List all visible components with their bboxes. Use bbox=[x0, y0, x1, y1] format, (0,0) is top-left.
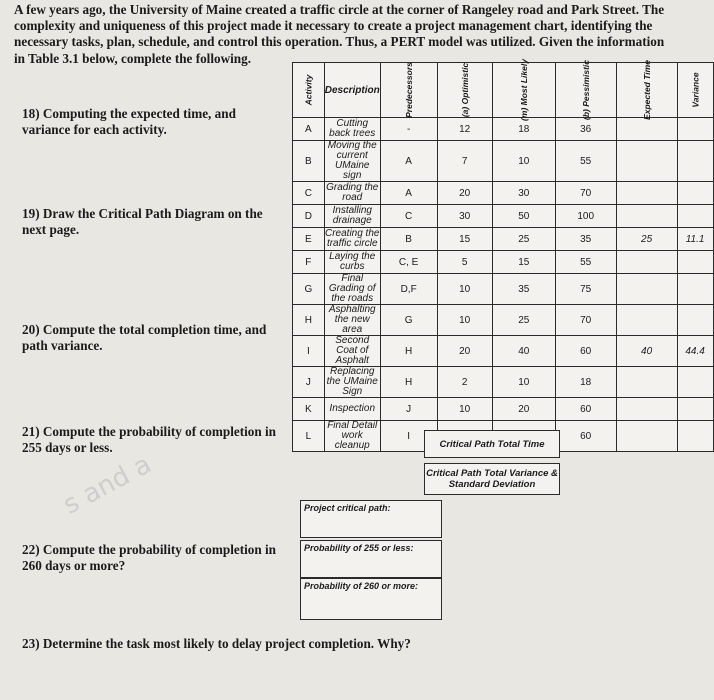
pessimistic-cell: 60 bbox=[555, 421, 616, 452]
question-22: 22) Compute the probability of completion in 260 days or more? bbox=[22, 542, 276, 573]
header-pessimistic: (b) Pessimistic bbox=[555, 63, 616, 118]
expected-time-cell bbox=[616, 182, 677, 205]
pessimistic-cell: 70 bbox=[555, 182, 616, 205]
variance-cell: 44.4 bbox=[677, 336, 713, 367]
predecessors-cell: C, E bbox=[380, 251, 437, 274]
description-cell: Final Detail work cleanup bbox=[324, 421, 380, 452]
expected-time-cell bbox=[616, 141, 677, 182]
critical-path-variance-label: Critical Path Total Variance & Standard Deviation bbox=[426, 468, 558, 490]
table-row bbox=[293, 336, 714, 367]
optimistic-cell: 12 bbox=[437, 118, 492, 141]
table-row bbox=[293, 141, 714, 182]
pessimistic-cell: 75 bbox=[555, 274, 616, 305]
description-cell: Second Coat of Asphalt bbox=[324, 336, 380, 367]
predecessors-cell: D,F bbox=[380, 274, 437, 305]
optimistic-cell: 10 bbox=[437, 274, 492, 305]
predecessors-cell: G bbox=[380, 305, 437, 336]
header-optimistic: (a) Optimistic bbox=[437, 63, 492, 118]
watermark: s and a bbox=[58, 449, 157, 521]
table-row bbox=[293, 118, 714, 141]
description-cell: Replacing the UMaine Sign bbox=[324, 367, 380, 398]
pessimistic-cell: 36 bbox=[555, 118, 616, 141]
table-row bbox=[293, 367, 714, 398]
variance-cell bbox=[677, 251, 713, 274]
question-18: 18) Computing the expected time, and variance for each activity. bbox=[22, 106, 236, 137]
activity-cell: H bbox=[293, 305, 325, 336]
optimistic-cell: 7 bbox=[437, 141, 492, 182]
optimistic-cell: 30 bbox=[437, 205, 492, 228]
variance-cell bbox=[677, 182, 713, 205]
most-likely-cell: 25 bbox=[492, 228, 555, 251]
description-cell: Installing drainage bbox=[324, 205, 380, 228]
prob-260-box bbox=[300, 578, 442, 620]
critical-path-time-label: Critical Path Total Time bbox=[439, 438, 545, 450]
activity-cell: J bbox=[293, 367, 325, 398]
variance-cell bbox=[677, 205, 713, 228]
variance-cell bbox=[677, 141, 713, 182]
variance-cell bbox=[677, 367, 713, 398]
header-description: Description bbox=[324, 63, 380, 118]
expected-time-cell bbox=[616, 274, 677, 305]
prob-255-label: Probability of 255 or less: bbox=[304, 543, 414, 553]
question-20: 20) Compute the total completion time, and path variance. bbox=[22, 322, 267, 353]
optimistic-cell: 2 bbox=[437, 367, 492, 398]
prob-255-box bbox=[300, 540, 442, 578]
table-row bbox=[293, 182, 714, 205]
prob-260-label: Probability of 260 or more: bbox=[304, 581, 419, 591]
activity-cell: F bbox=[293, 251, 325, 274]
variance-cell bbox=[677, 398, 713, 421]
header-predecessors: Predecessors bbox=[380, 63, 437, 118]
expected-time-cell bbox=[616, 118, 677, 141]
description-cell: Creating the traffic circle bbox=[324, 228, 380, 249]
project-critical-path-box bbox=[300, 500, 442, 538]
variance-cell bbox=[677, 305, 713, 336]
table-row bbox=[293, 274, 714, 305]
most-likely-cell: 50 bbox=[492, 205, 555, 228]
activity-table bbox=[292, 58, 714, 452]
most-likely-cell: 18 bbox=[492, 118, 555, 141]
predecessors-cell: A bbox=[380, 141, 437, 182]
most-likely-cell: 10 bbox=[492, 141, 555, 182]
predecessors-cell: B bbox=[380, 228, 437, 251]
expected-time-cell bbox=[616, 205, 677, 228]
variance-cell bbox=[677, 421, 713, 452]
header-variance: Variance bbox=[677, 63, 713, 118]
pessimistic-cell: 55 bbox=[555, 251, 616, 274]
most-likely-cell: 20 bbox=[492, 398, 555, 421]
table-row bbox=[293, 228, 714, 251]
variance-cell bbox=[677, 274, 713, 305]
most-likely-cell: 30 bbox=[492, 182, 555, 205]
critical-path-time-box bbox=[424, 430, 560, 458]
expected-time-cell: 40 bbox=[616, 336, 677, 367]
most-likely-cell: 25 bbox=[492, 305, 555, 336]
most-likely-cell: 40 bbox=[492, 336, 555, 367]
question-21: 21) Compute the probability of completion in 255 days or less. bbox=[22, 424, 276, 455]
predecessors-cell: H bbox=[380, 367, 437, 398]
optimistic-cell: 20 bbox=[437, 336, 492, 367]
most-likely-cell: 15 bbox=[492, 251, 555, 274]
table-row bbox=[293, 398, 714, 421]
variance-cell: 11.1 bbox=[677, 228, 713, 251]
description-cell: Grading the road bbox=[326, 182, 379, 203]
pessimistic-cell: 60 bbox=[555, 336, 616, 367]
description-cell: Inspection bbox=[324, 398, 380, 421]
pessimistic-cell: 70 bbox=[555, 305, 616, 336]
activity-cell: D bbox=[293, 205, 325, 228]
problem-intro: A few years ago, the University of Maine created a traffic circle at the corner of Rangeley road and Park Street. The complexity and uniqueness of this project made it necessary to create a project management chart, identifying the necessary tasks, plan, schedule, and control this operation. Thus, a PERT model was utilized. Given the information in Table 3.1 below, complete the following. bbox=[14, 2, 665, 66]
table-header-row bbox=[293, 63, 714, 118]
predecessors-cell: - bbox=[380, 118, 437, 141]
activity-cell: B bbox=[293, 141, 325, 182]
description-cell: Moving the current UMaine sign bbox=[324, 141, 380, 182]
optimistic-cell: 5 bbox=[437, 251, 492, 274]
pessimistic-cell: 55 bbox=[555, 141, 616, 182]
project-critical-path-label: Project critical path: bbox=[304, 503, 391, 513]
predecessors-cell: J bbox=[380, 398, 437, 421]
most-likely-cell: 10 bbox=[492, 367, 555, 398]
table-row bbox=[293, 251, 714, 274]
predecessors-cell: I bbox=[380, 421, 437, 452]
description-cell: Asphalting the new area bbox=[324, 305, 380, 336]
description-cell: Final Grading of the roads bbox=[324, 274, 380, 305]
predecessors-cell: H bbox=[380, 336, 437, 367]
header-most-likely: (m) Most Likely bbox=[492, 63, 555, 118]
pessimistic-cell: 100 bbox=[555, 205, 616, 228]
optimistic-cell: 15 bbox=[437, 228, 492, 251]
activity-cell: E bbox=[293, 228, 325, 251]
activity-cell: L bbox=[293, 421, 325, 452]
activity-cell: A bbox=[293, 118, 325, 141]
header-activity: Activity bbox=[293, 63, 325, 118]
table-row bbox=[293, 305, 714, 336]
expected-time-cell bbox=[616, 398, 677, 421]
question-19: 19) Draw the Critical Path Diagram on the next page. bbox=[22, 206, 263, 237]
activity-cell: G bbox=[293, 274, 325, 305]
most-likely-cell: 35 bbox=[492, 274, 555, 305]
question-23: 23) Determine the task most likely to delay project completion. Why? bbox=[22, 636, 411, 651]
table-row bbox=[293, 205, 714, 228]
variance-cell bbox=[677, 118, 713, 141]
optimistic-cell: 20 bbox=[437, 182, 492, 205]
expected-time-cell bbox=[616, 421, 677, 452]
description-cell: Cutting back trees bbox=[324, 118, 380, 141]
optimistic-cell: 10 bbox=[437, 305, 492, 336]
predecessors-cell: C bbox=[380, 205, 437, 228]
description-cell: Laying the curbs bbox=[324, 251, 380, 274]
activity-cell: I bbox=[293, 336, 325, 367]
expected-time-cell bbox=[616, 251, 677, 274]
pessimistic-cell: 18 bbox=[555, 367, 616, 398]
predecessors-cell: A bbox=[380, 182, 437, 205]
pessimistic-cell: 60 bbox=[555, 398, 616, 421]
header-expected: Expected Time bbox=[616, 63, 677, 118]
activity-cell: C bbox=[293, 182, 325, 205]
optimistic-cell: 10 bbox=[437, 398, 492, 421]
expected-time-cell bbox=[616, 367, 677, 398]
expected-time-cell: 25 bbox=[616, 228, 677, 251]
expected-time-cell bbox=[616, 305, 677, 336]
activity-cell: K bbox=[293, 398, 325, 421]
critical-path-variance-box bbox=[424, 463, 560, 495]
pessimistic-cell: 35 bbox=[555, 228, 616, 251]
